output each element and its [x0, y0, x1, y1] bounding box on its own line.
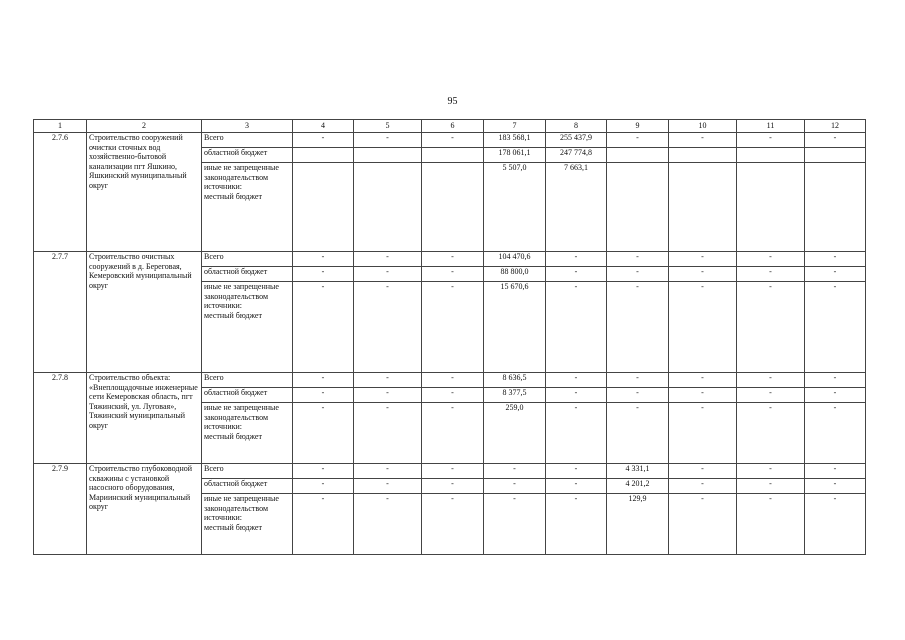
value-cell: - [669, 133, 737, 148]
other-label [202, 494, 293, 555]
value-cell: - [669, 479, 737, 494]
value-cell: 88 800,0 [484, 267, 546, 282]
value-cell: - [546, 479, 607, 494]
value-cell [737, 148, 805, 163]
value-cell: - [737, 464, 805, 479]
value-cell: - [293, 464, 354, 479]
value-cell [805, 163, 866, 252]
value-cell: - [293, 252, 354, 267]
value-cell: - [737, 267, 805, 282]
value-cell: - [669, 252, 737, 267]
value-cell: - [422, 403, 484, 464]
other-label [202, 282, 293, 373]
value-cell: - [607, 133, 669, 148]
value-cell [354, 148, 422, 163]
local-budget-label: местный бюджет [204, 431, 262, 441]
value-cell: 5 507,0 [484, 163, 546, 252]
value-cell: - [607, 282, 669, 373]
column-header: 8 [546, 120, 607, 133]
row-number: 2.7.7 [34, 252, 87, 373]
row-number: 2.7.8 [34, 373, 87, 464]
value-cell [293, 148, 354, 163]
value-cell: - [354, 388, 422, 403]
value-cell: - [293, 373, 354, 388]
value-cell: - [484, 464, 546, 479]
column-header: 2 [87, 120, 202, 133]
value-cell: 4 331,1 [607, 464, 669, 479]
local-budget-label: местный бюджет [204, 310, 262, 320]
value-cell: 259,0 [484, 403, 546, 464]
measure-name: Строительство глубоководной скважины с установкой насосного оборудования, Мариинский муниципальный округ [87, 464, 202, 555]
column-header: 6 [422, 120, 484, 133]
value-cell: - [422, 373, 484, 388]
value-cell: - [546, 494, 607, 555]
value-cell: - [669, 388, 737, 403]
row-number: 2.7.9 [34, 464, 87, 555]
value-cell: 15 670,6 [484, 282, 546, 373]
value-cell: - [354, 373, 422, 388]
value-cell: - [546, 252, 607, 267]
value-cell: - [354, 252, 422, 267]
value-cell: - [805, 388, 866, 403]
value-cell: - [607, 267, 669, 282]
value-cell: - [607, 388, 669, 403]
value-cell: - [546, 403, 607, 464]
value-cell [669, 163, 737, 252]
value-cell: - [737, 403, 805, 464]
value-cell: - [805, 403, 866, 464]
column-header: 11 [737, 120, 805, 133]
value-cell: - [293, 494, 354, 555]
value-cell: 8 377,5 [484, 388, 546, 403]
value-cell: - [354, 494, 422, 555]
value-cell: - [293, 133, 354, 148]
value-cell: 4 201,2 [607, 479, 669, 494]
measure-name: Строительство сооружений очистки сточных вод хозяйственно-бытовой канализации пгт Яшкино, Яшкинский муниципальный округ [87, 133, 202, 252]
value-cell: - [669, 494, 737, 555]
value-cell: - [737, 388, 805, 403]
column-header: 10 [669, 120, 737, 133]
total-label: Всего [202, 464, 293, 479]
value-cell: - [484, 494, 546, 555]
value-cell: - [422, 252, 484, 267]
value-cell: - [546, 267, 607, 282]
total-label: Всего [202, 133, 293, 148]
value-cell [422, 163, 484, 252]
value-cell: - [805, 373, 866, 388]
table-row [34, 464, 866, 479]
value-cell: - [546, 388, 607, 403]
value-cell: - [805, 252, 866, 267]
other-label [202, 403, 293, 464]
measure-name: Строительство объекта: «Внеплощадочные инженерные сети Кемеровская область, пгт Тяжинский, ул. Луговая», Тяжинский муниципальный округ [87, 373, 202, 464]
column-header: 1 [34, 120, 87, 133]
value-cell: - [422, 494, 484, 555]
value-cell: 7 663,1 [546, 163, 607, 252]
value-cell [669, 148, 737, 163]
value-cell: - [546, 464, 607, 479]
total-label: Всего [202, 252, 293, 267]
regional-label: областной бюджет [202, 479, 293, 494]
column-header: 4 [293, 120, 354, 133]
table-row [34, 133, 866, 148]
table-row [34, 373, 866, 388]
value-cell: 104 470,6 [484, 252, 546, 267]
value-cell: - [422, 267, 484, 282]
budget-table [33, 119, 866, 555]
header-row [34, 120, 866, 133]
value-cell: - [354, 479, 422, 494]
local-budget-label: местный бюджет [204, 191, 262, 201]
regional-label: областной бюджет [202, 267, 293, 282]
value-cell: - [354, 403, 422, 464]
table-row [34, 252, 866, 267]
column-header: 12 [805, 120, 866, 133]
value-cell: - [805, 464, 866, 479]
other-sources-label: иные не запрещенные законодательством источники: [204, 494, 279, 523]
value-cell: - [293, 267, 354, 282]
value-cell: 183 568,1 [484, 133, 546, 148]
row-number: 2.7.6 [34, 133, 87, 252]
value-cell: - [737, 133, 805, 148]
other-sources-label: иные не запрещенные законодательством источники: [204, 163, 279, 192]
value-cell: 247 774,8 [546, 148, 607, 163]
value-cell: - [546, 373, 607, 388]
value-cell: - [607, 373, 669, 388]
value-cell: - [737, 479, 805, 494]
regional-label: областной бюджет [202, 148, 293, 163]
measure-name: Строительство очистных сооружений в д. Береговая, Кемеровский муниципальный округ [87, 252, 202, 373]
column-header: 7 [484, 120, 546, 133]
value-cell: - [422, 282, 484, 373]
value-cell: - [293, 403, 354, 464]
column-header: 9 [607, 120, 669, 133]
value-cell: - [354, 267, 422, 282]
other-label [202, 163, 293, 252]
value-cell: - [669, 403, 737, 464]
regional-label: областной бюджет [202, 388, 293, 403]
value-cell: - [422, 464, 484, 479]
value-cell: - [669, 267, 737, 282]
column-header: 5 [354, 120, 422, 133]
value-cell [422, 148, 484, 163]
value-cell: - [607, 252, 669, 267]
value-cell [607, 163, 669, 252]
value-cell: - [737, 373, 805, 388]
value-cell: - [354, 464, 422, 479]
value-cell: - [546, 282, 607, 373]
value-cell [607, 148, 669, 163]
value-cell: - [484, 479, 546, 494]
value-cell: - [422, 388, 484, 403]
other-sources-label: иные не запрещенные законодательством источники: [204, 403, 279, 432]
page-number: 95 [447, 96, 458, 107]
value-cell [354, 163, 422, 252]
value-cell: - [422, 133, 484, 148]
other-sources-label: иные не запрещенные законодательством источники: [204, 282, 279, 311]
value-cell: - [669, 464, 737, 479]
value-cell: - [293, 479, 354, 494]
value-cell: - [354, 133, 422, 148]
value-cell [805, 148, 866, 163]
column-header: 3 [202, 120, 293, 133]
value-cell: - [805, 479, 866, 494]
value-cell: - [805, 282, 866, 373]
value-cell: - [737, 252, 805, 267]
value-cell: - [805, 267, 866, 282]
value-cell: - [805, 494, 866, 555]
value-cell: 255 437,9 [546, 133, 607, 148]
value-cell: 178 061,1 [484, 148, 546, 163]
value-cell: - [805, 133, 866, 148]
value-cell: - [293, 282, 354, 373]
value-cell: 129,9 [607, 494, 669, 555]
value-cell: - [669, 282, 737, 373]
value-cell: 8 636,5 [484, 373, 546, 388]
value-cell: - [354, 282, 422, 373]
value-cell: - [737, 282, 805, 373]
total-label: Всего [202, 373, 293, 388]
value-cell: - [422, 479, 484, 494]
value-cell: - [737, 494, 805, 555]
value-cell: - [293, 388, 354, 403]
value-cell [293, 163, 354, 252]
value-cell [737, 163, 805, 252]
local-budget-label: местный бюджет [204, 522, 262, 532]
value-cell: - [607, 403, 669, 464]
value-cell: - [669, 373, 737, 388]
